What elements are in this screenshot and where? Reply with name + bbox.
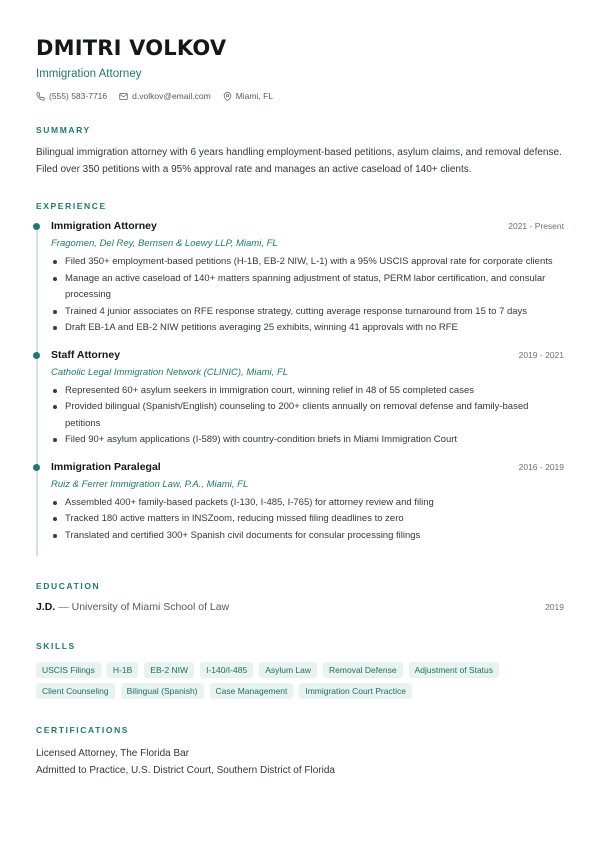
job-bullets [51, 495, 564, 545]
bullet-item: Tracked 180 active matters in INSZoom, reducing missed filing deadlines to zero [51, 511, 564, 528]
graduation-year: 2019 [545, 602, 564, 612]
degree: J.D. [36, 601, 56, 613]
job-role: Staff Attorney [51, 348, 121, 361]
certification-item: Licensed Attorney, The Florida Bar [36, 748, 190, 759]
skills-section [36, 640, 564, 704]
skills-heading: SKILLS [36, 641, 76, 651]
skill-chip: H-1B [107, 662, 138, 678]
email-text: d.volkov@email.com [132, 91, 211, 101]
skill-chip: Case Management [210, 683, 294, 699]
timeline-dot [33, 352, 40, 359]
candidate-name: DMITRI VOLKOV [36, 36, 227, 60]
skill-chip: EB-2 NIW [144, 662, 194, 678]
certification-list [36, 745, 564, 779]
job-company: Fragomen, Del Rey, Bernsen & Loewy LLP, Miami, FL [51, 238, 278, 249]
phone-text: (555) 583-7716 [49, 91, 108, 101]
job-entry [51, 461, 564, 545]
bullet-item: Provided bilingual (Spanish/English) counseling to 200+ clients annually on removal defense and family-based petitions [51, 399, 564, 432]
contact-email[interactable] [119, 91, 211, 101]
contact-phone[interactable] [36, 91, 107, 101]
job-dates: 2019 - 2021 [518, 349, 564, 360]
timeline-dot [33, 223, 40, 230]
education-heading: EDUCATION [36, 581, 101, 591]
skill-chip: USCIS Filings [36, 662, 101, 678]
skill-chip: Asylum Law [259, 662, 317, 678]
timeline-dot [33, 464, 40, 471]
education-section [36, 580, 564, 613]
experience-section [36, 200, 564, 544]
job-entry [51, 349, 564, 449]
job-title: Immigration Attorney [36, 68, 142, 80]
job-company: Ruiz & Ferrer Immigration Law, P.A., Miami, FL [51, 478, 249, 490]
certifications-heading: CERTIFICATIONS [36, 725, 130, 735]
experience-timeline [36, 220, 564, 544]
job-dates: 2021 - Present [508, 221, 564, 231]
phone-icon [36, 92, 45, 101]
location-pin-icon [223, 92, 232, 101]
degree-separator: — [58, 601, 69, 613]
bullet-item: Assembled 400+ family-based packets (I-130, I-485, I-765) for attorney review and filing [51, 495, 564, 512]
bullet-item: Represented 60+ asylum seekers in immigration court, winning relief in 48 of 55 completed cases [51, 383, 564, 400]
skill-chip: Adjustment of Status [409, 662, 499, 678]
skill-chip: Bilingual (Spanish) [121, 683, 204, 699]
skill-chip: Immigration Court Practice [299, 683, 412, 699]
job-bullets [51, 254, 564, 337]
certification-item: Admitted to Practice, U.S. District Court, Southern District of Florida [36, 765, 335, 776]
job-company: Catholic Legal Immigration Network (CLINIC), Miami, FL [51, 366, 289, 378]
bullet-item: Draft EB-1A and EB-2 NIW petitions averaging 25 exhibits, winning 41 approvals with no RFE [51, 320, 564, 337]
contact-location [223, 91, 273, 101]
experience-heading: EXPERIENCE [36, 201, 107, 211]
skill-chip: Client Counseling [36, 683, 115, 699]
skill-chip: Removal Defense [323, 662, 403, 678]
skill-chips [36, 662, 506, 704]
mail-icon [119, 92, 128, 101]
bullet-item: Filed 90+ asylum applications (I-589) with country-condition briefs in Miami Immigration Court [51, 432, 564, 449]
job-bullets [51, 383, 564, 449]
bullet-item: Translated and certified 300+ Spanish civil documents for consular processing filings [51, 528, 564, 545]
job-dates: 2016 - 2019 [518, 461, 564, 472]
education-entry [36, 601, 564, 613]
summary-heading: SUMMARY [36, 125, 91, 135]
certifications-section [36, 724, 564, 779]
summary-text: Bilingual immigration attorney with 6 years handling employment-based petitions, asylum claims, and removal defense. Filed over 350 petitions with a 95% approval rate and manages an active caseload of 140+ clients. [36, 147, 562, 175]
bullet-item: Filed 350+ employment-based petitions (H-1B, EB-2 NIW, L-1) with a 95% USCIS approval rate for corporate clients [51, 254, 564, 271]
resume-page [36, 34, 564, 776]
school-name: University of Miami School of Law [71, 601, 230, 613]
job-role: Immigration Attorney [51, 220, 157, 232]
bullet-item: Manage an active caseload of 140+ matters spanning adjustment of status, PERM labor certification, and consular processing [51, 271, 564, 304]
job-entry [51, 220, 564, 337]
bullet-item: Trained 4 junior associates on RFE response strategy, cutting average response turnaround from 15 to 7 days [51, 304, 564, 321]
location-text: Miami, FL [235, 91, 273, 101]
contact-row [36, 90, 564, 102]
summary-section [36, 124, 564, 178]
job-role: Immigration Paralegal [51, 460, 161, 473]
skill-chip: I-140/I-485 [200, 662, 253, 678]
timeline-line [36, 224, 38, 556]
